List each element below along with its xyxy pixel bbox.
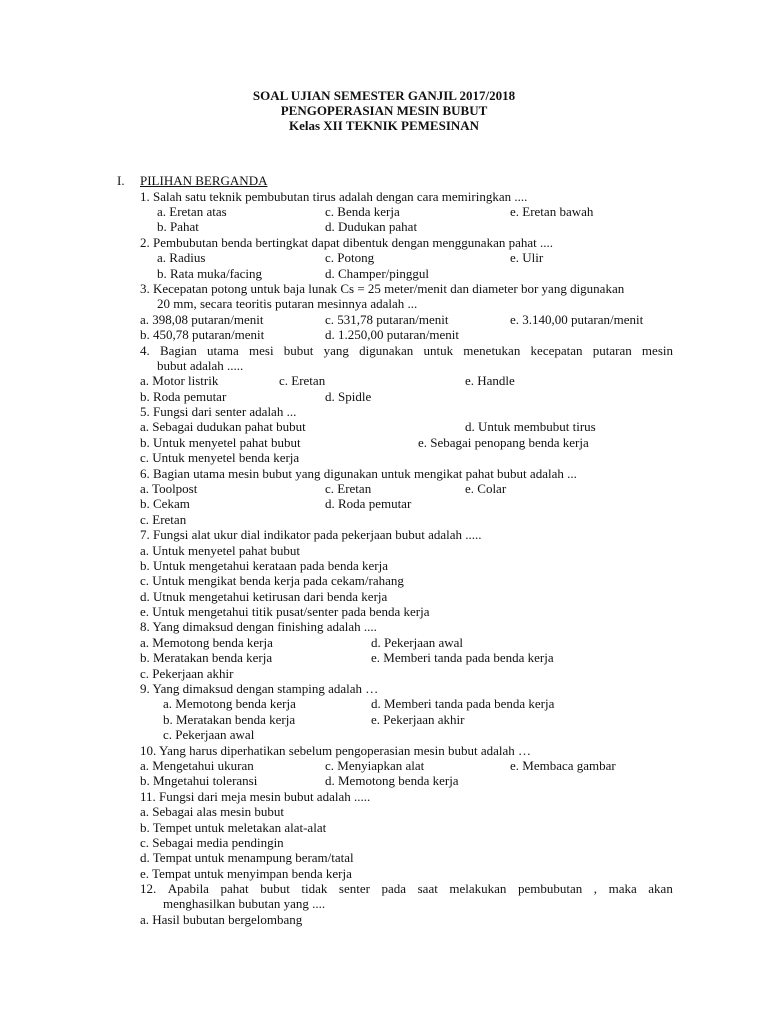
section-number: I. (117, 173, 125, 188)
question-3-option-d: d. 1.250,00 putaran/menit (325, 327, 459, 342)
question-9-stem: 9. Yang dimaksud dengan stamping adalah … (140, 681, 379, 696)
q12-word: pahat (220, 881, 249, 896)
question-3-option-b: b. 450,78 putaran/menit (140, 327, 265, 342)
question-4-option-d: d. Spidle (325, 389, 372, 404)
question-5-option-d: d. Untuk membubut tirus (465, 419, 596, 434)
question-10-option-e: e. Membaca gambar (510, 758, 616, 773)
question-3-option-a: a. 398,08 putaran/menit (140, 312, 264, 327)
section-heading (117, 173, 267, 188)
question-8-stem: 8. Yang dimaksud dengan finishing adalah .... (140, 619, 377, 634)
question-8-option-e: e. Memberi tanda pada benda kerja (371, 650, 554, 665)
question-9-option-b: b. Meratakan benda kerja (163, 712, 296, 727)
question-6-option-c: c. Eretan (325, 481, 372, 496)
question-11-option-d: d. Tempat untuk menampung beram/tatal (140, 850, 354, 865)
question-4-option-b: b. Roda pemutar (140, 389, 227, 404)
document-header (0, 88, 768, 133)
question-6-option-a: a. Toolpost (140, 481, 198, 496)
question-10-stem: 10. Yang harus diperhatikan sebelum pengoperasian mesin bubut adalah … (140, 743, 531, 758)
q12-word: maka (608, 881, 637, 896)
q12-word: bubut (260, 881, 290, 896)
question-5-option-e: e. Sebagai penopang benda kerja (418, 435, 589, 450)
section-title: PILIHAN BERGANDA (140, 173, 268, 188)
q12-word: pembubutan (517, 881, 583, 896)
question-12-stem-continued: menghasilkan bubutan yang .... (163, 896, 326, 911)
question-10-option-a: a. Mengetahui ukuran (140, 758, 254, 773)
question-12-stem (140, 881, 673, 896)
question-7-stem: 7. Fungsi alat ukur dial indikator pada pekerjaan bubut adalah ..... (140, 527, 482, 542)
question-6-option-c-repeat: c. Eretan (140, 512, 187, 527)
question-6-option-e: e. Colar (465, 481, 507, 496)
question-8-option-c: c. Pekerjaan akhir (140, 666, 234, 681)
question-5-stem: 5. Fungsi dari senter adalah ... (140, 404, 297, 419)
q12-word: pada (381, 881, 407, 896)
q12-word: senter (338, 881, 370, 896)
question-3-stem: 3. Kecepatan potong untuk baja lunak Cs = 25 meter/menit dan diameter bor yang digunakan (140, 281, 625, 296)
question-6-option-b: b. Cekam (140, 496, 190, 511)
question-1-option-c: c. Benda kerja (325, 204, 400, 219)
question-11-option-c: c. Sebagai media pendingin (140, 835, 284, 850)
exam-title: SOAL UJIAN SEMESTER GANJIL 2017/2018 (252, 88, 516, 103)
question-8-option-a: a. Memotong benda kerja (140, 635, 273, 650)
q12-word: melakukan (449, 881, 507, 896)
question-10-option-b: b. Mngetahui toleransi (140, 773, 258, 788)
question-1-option-a: a. Eretan atas (157, 204, 227, 219)
class-title: Kelas XII TEKNIK PEMESINAN (288, 118, 480, 133)
question-5-option-a: a. Sebagai dudukan pahat bubut (140, 419, 306, 434)
question-10-option-c: c. Menyiapkan alat (325, 758, 425, 773)
question-11-option-b: b. Tempet untuk meletakan alat-alat (140, 820, 327, 835)
question-9-option-d: d. Memberi tanda pada benda kerja (371, 696, 555, 711)
question-8-option-b: b. Meratakan benda kerja (140, 650, 273, 665)
question-4-stem-continued: bubut adalah ..... (157, 358, 244, 373)
question-9-option-c: c. Pekerjaan awal (163, 727, 255, 742)
question-2-stem: 2. Pembubutan benda bertingkat dapat dibentuk dengan menggunakan pahat .... (140, 235, 553, 250)
question-3-stem-continued: 20 mm, secara teoritis putaran mesinnya adalah ... (157, 296, 418, 311)
question-1-stem: 1. Salah satu teknik pembubutan tirus adalah dengan cara memiringkan .... (140, 189, 528, 204)
question-7-option-d: d. Utnuk mengetahui ketirusan dari benda kerja (140, 589, 388, 604)
question-1-option-e: e. Eretan bawah (510, 204, 594, 219)
q12-word: saat (417, 881, 438, 896)
question-7-option-a: a. Untuk menyetel pahat bubut (140, 543, 300, 558)
question-3-option-c: c. 531,78 putaran/menit (325, 312, 449, 327)
question-5-option-b: b. Untuk menyetel pahat bubut (140, 435, 301, 450)
q12-word: 12. (140, 881, 157, 896)
question-6-option-d: d. Roda pemutar (325, 496, 412, 511)
question-7-option-c: c. Untuk mengikat benda kerja pada cekam/rahang (140, 573, 404, 588)
question-11-option-a: a. Sebagai alas mesin bubut (140, 804, 285, 819)
subject-title: PENGOPERASIAN MESIN BUBUT (280, 103, 488, 118)
question-1-option-d: d. Dudukan pahat (325, 219, 418, 234)
question-10-option-d: d. Memotong benda kerja (325, 773, 459, 788)
question-4-option-a: a. Motor listrik (140, 373, 219, 388)
question-7-option-b: b. Untuk mengetahui kerataan pada benda kerja (140, 558, 388, 573)
question-2-option-e: e. Ulir (510, 250, 544, 265)
question-4-option-c: c. Eretan (279, 373, 326, 388)
question-9-option-e: e. Pekerjaan akhir (371, 712, 465, 727)
question-12-option-a: a. Hasil bubutan bergelombang (140, 912, 303, 927)
q12-word: tidak (301, 881, 328, 896)
question-5-option-c: c. Untuk menyetel benda kerja (140, 450, 300, 465)
question-7-option-e: e. Untuk mengetahui titik pusat/senter pada benda kerja (140, 604, 430, 619)
question-2-option-d: d. Champer/pinggul (325, 266, 429, 281)
question-11-option-e: e. Tempat untuk menyimpan benda kerja (140, 866, 352, 881)
question-1-option-b: b. Pahat (157, 219, 199, 234)
q12-word: akan (648, 881, 673, 896)
question-6-stem: 6. Bagian utama mesin bubut yang digunakan untuk mengikat pahat bubut adalah ... (140, 466, 577, 481)
question-2-option-b: b. Rata muka/facing (157, 266, 263, 281)
question-3-option-e: e. 3.140,00 putaran/menit (510, 312, 644, 327)
question-4-stem: 4. Bagian utama mesi bubut yang digunakan untuk menetukan kecepatan putaran mesin (140, 343, 673, 358)
question-2-option-c: c. Potong (325, 250, 375, 265)
q12-word: , (593, 881, 598, 896)
question-4-option-e: e. Handle (465, 373, 515, 388)
question-2-option-a: a. Radius (157, 250, 206, 265)
question-11-stem: 11. Fungsi dari meja mesin bubut adalah ..... (140, 789, 371, 804)
question-9-option-a: a. Memotong benda kerja (163, 696, 296, 711)
question-8-option-d: d. Pekerjaan awal (371, 635, 464, 650)
q12-word: Apabila (167, 881, 209, 896)
